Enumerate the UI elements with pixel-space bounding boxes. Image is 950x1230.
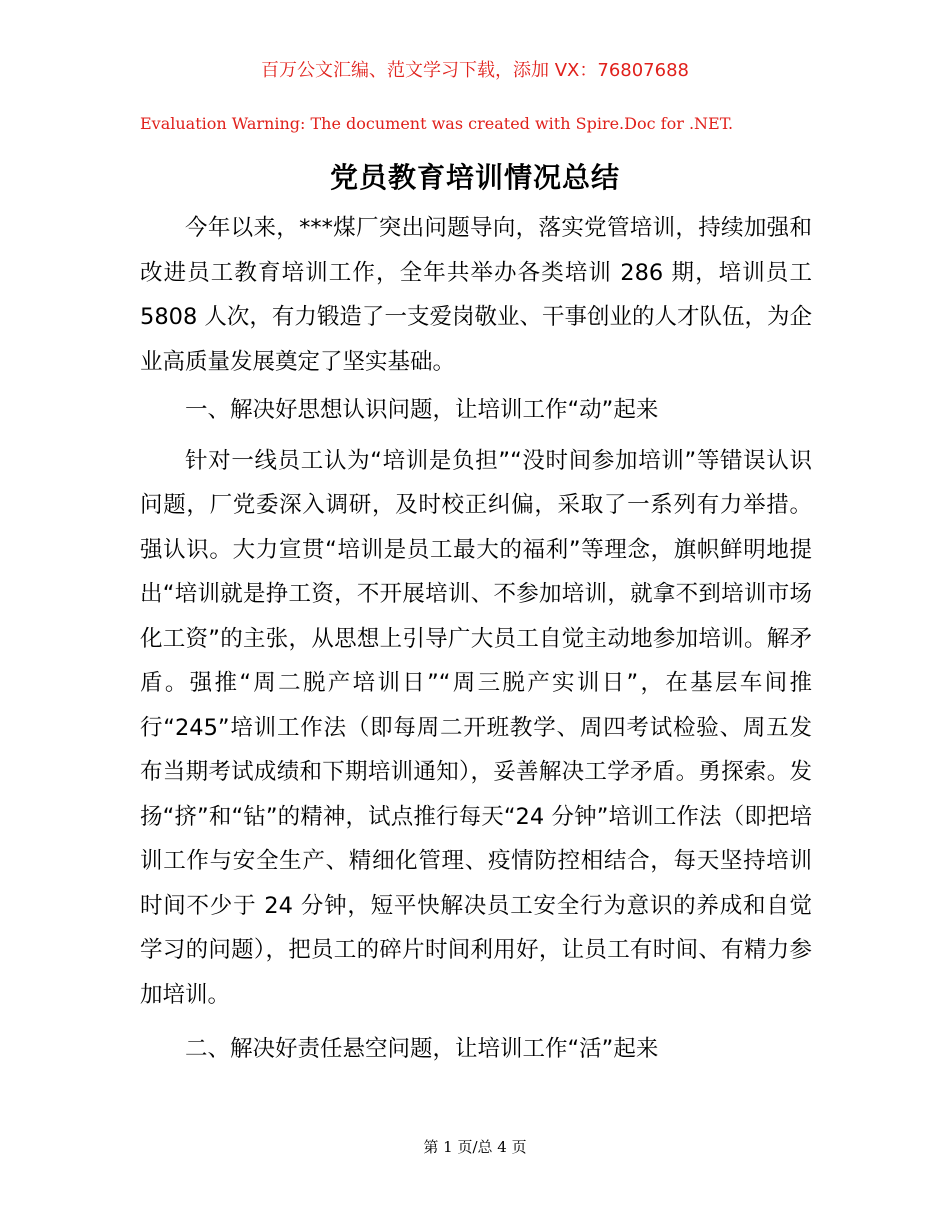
section-1-paragraph: 针对一线员工认为“培训是负担”“没时间参加培训”等错误认识问题，厂党委深入调研，及时校正纠偏，采取了一系列有力举措。强认识。大力宣贯“培训是员工最大的福利”等理念，旗帜鲜明地提出“培训就是挣工资，不开展培训、不参加培训，就拿不到培训市场化工资”的主张，从思想上引导广大员工自觉主动地参加培训。解矛盾。强推“周二脱产培训日”“周三脱产实训日”，在基层车间推行“245”培训工作法（即每周二开班教学、周四考试检验、周五发布当期考试成绩和下期培训通知），妥善解决工学矛盾。勇探索。发扬“挤”和“钻”的精神，试点推行每天“24 分钟”培训工作法（即把培训工作与安全生产、精细化管理、疫情防控相结合，每天坚持培训时间不少于 24 分钟，短平快解决员工安全行为意识的养成和自觉学习的问题），把员工的碎片时间利用好，让员工有时间、有精力参加培训。 [140,447,812,1008]
section-heading-2: 二、解决好责任悬空问题，让培训工作“活”起来 [185,1036,659,1062]
header-banner: 百万公文汇编、范文学习下载，添加 VX：76807688 [261,60,689,81]
section-heading-1: 一、解决好思想认识问题，让培训工作“动”起来 [185,397,659,423]
document-body [140,206,812,1078]
evaluation-warning: Evaluation Warning: The document was created with Spire.Doc for .NET. [140,114,734,133]
page-footer: 第 1 页/总 4 页 [423,1138,527,1156]
intro-paragraph: 今年以来，***煤厂突出问题导向，落实党管培训，持续加强和改进员工教育培训工作，全年共举办各类培训 286 期，培训员工 5808 人次，有力锻造了一支爱岗敬业、干事创业的人才队伍，为企业高质量发展奠定了坚实基础。 [140,215,812,375]
document-title: 党员教育培训情况总结 [329,161,620,194]
